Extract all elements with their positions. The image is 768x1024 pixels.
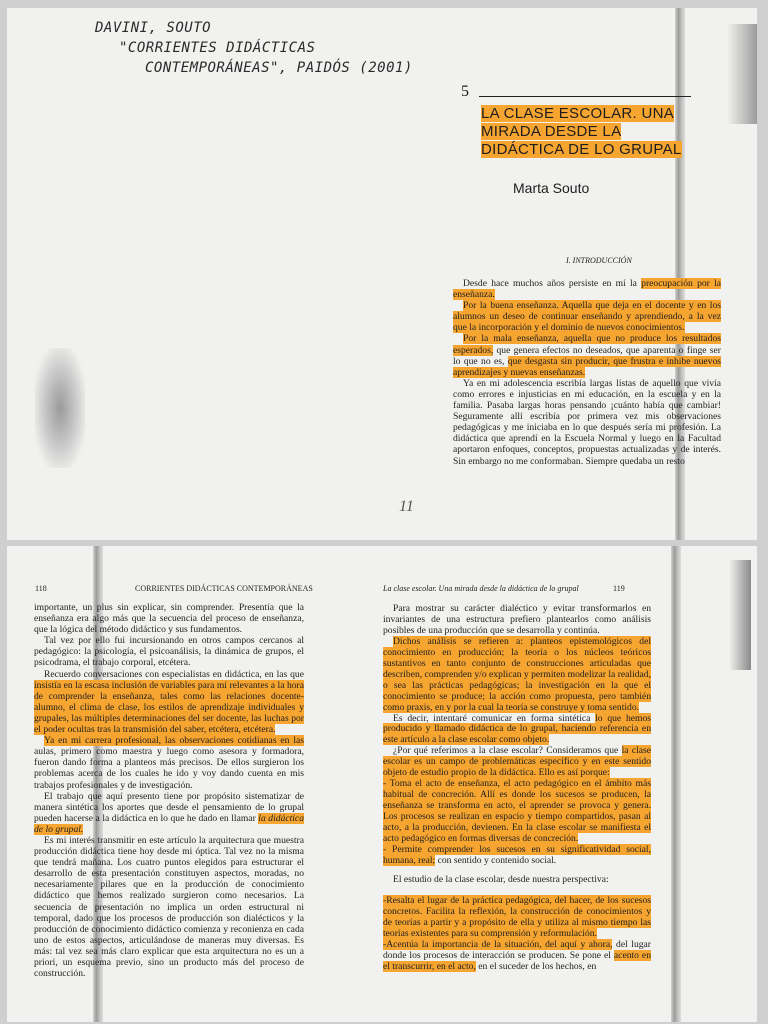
- page-118-column: [34, 602, 304, 979]
- scan-shadow: [35, 348, 85, 468]
- paragraph: Tal vez por ello fui incursionando en otros campos cercanos al pedagógico: la psicología, el psicoanálisis, la dinámica de grupos, el psicodrama, el trabajo corporal, etcétera.: [34, 635, 304, 669]
- highlight: Por la mala enseñanza, aquella que no produce los resultados esperados,: [453, 333, 721, 356]
- running-head-118: CORRIENTES DIDÁCTICAS CONTEMPORÁNEAS: [135, 584, 313, 593]
- paragraph: Por la mala enseñanza, aquella que no produce los resultados esperados, que genera efectos no deseados, que aparenta o finge ser lo que no es, que desgasta sin producir, que frustra e inhibe nuevos aprendizajes y nuevas enseñanzas.: [453, 333, 721, 378]
- highlight: Dichos análisis se refieren a: planteos epistemológicos del conocimiento en producción; la teoría o los núcleos teóricos sustantivos en tanto conjunto de construcciones articuladas que describen, comprenden y/o explican y permiten modelizar la realidad, o sea las prácticas pedagógicas; la investigación en la que el conocimiento se produce; la acción como propuesta, pero también como praxis, en y por la cual la teoría se construye y toma sentido.: [383, 635, 651, 713]
- highlight: -Acentúa la importancia de la situación, del aquí y ahora,: [383, 938, 613, 950]
- handwritten-page-mark: 11: [399, 498, 414, 515]
- highlight: lo que hemos producido y llamado didáctica de lo grupal, haciendo referencia en este artículo a la clase escolar como objeto.: [383, 712, 651, 746]
- paragraph: Desde hace muchos años persiste en mí la preocupación por la enseñanza.: [453, 278, 722, 301]
- highlight: la clase escolar es un campo de problemáticas específico y en este sentido objeto de estudio propio de la didáctica. Ello es así porque:: [383, 745, 651, 779]
- paragraph: Para mostrar su carácter dialéctico y evitar transformarlos en invariantes de una estructura prefiero plantearlos como análisis posibles de una producción que se desarrolla y continúa.: [383, 603, 651, 636]
- page-119-column: [383, 604, 651, 973]
- paragraph: -Acentúa la importancia de la situación, del aquí y ahora, del lugar donde los procesos de interacción se producen. Se pone el acento en el transcurrir, en el acto, en el suceder de los hechos, en: [383, 938, 651, 972]
- intro-column: [453, 278, 721, 467]
- scan-shadow: [729, 560, 751, 670]
- section-heading: I. INTRODUCCIÓN: [566, 256, 632, 265]
- highlight: acento en el transcurrir, en el acto,: [383, 949, 651, 972]
- paragraph: Recuerdo conversaciones con especialistas en didáctica, en las que insistía en la escasa inclusión de variables para mí relevantes a la hora de comprender la enseñanza, tales como las relaciones docente-alumno, el clima de clase, los estilos de aprendizaje individuales y grupales, las múltiples determinaciones del ser docente, las luchas por el poder ocultas tras la transmisión del saber, etcétera, etcétera.: [34, 668, 304, 736]
- author-name: Marta Souto: [513, 180, 590, 196]
- scan-gutter: [671, 546, 681, 1022]
- scan-shadow: [727, 24, 757, 124]
- paragraph: ¿Por qué referimos a la clase escolar? Consideramos que la clase escolar es un campo de problemáticas específico y en este sentido objeto de estudio propio de la didáctica. Ello es así porque:: [383, 745, 651, 779]
- highlight: Ya en mi carrera profesional, las observaciones cotidianas en las: [44, 735, 304, 747]
- chapter-title-line: DIDÁCTICA DE LO GRUPAL: [481, 141, 682, 158]
- paragraph: Es mi interés transmitir en este artículo la arquitectura que muestra producción didáctica tiene hoy desde mi óptica. Tal vez no la misma que tendrá mañana. Los cuatro puntos elegidos para estructurar el desarrollo de esta presentación constituyen aspectos, moradas, no necesariamente pilares que en la producción de conocimiento didáctico que hemos realizado surgieron como necesarios. La secuencia de presentación no implica un orden estructural ni temporal, dado que los procesos de producción son dialécticos y la producción de conocimiento didáctico comienza y reconienza en cada uno de estos aspectos, articulándose de maneras muy diversas. Es más: tal vez sea más claro explicar que esta arquitectura no es un a priori, un esquema previo, sino un producto más del proceso de construcción.: [34, 834, 304, 980]
- paragraph: El trabajo que aquí presento tiene por propósito sistematizar de manera sintética los aportes que desde el pensamiento de lo grupal pueden hacerse a la didáctica en lo que he dado en llamar la didáctica de lo grupal.: [34, 790, 304, 835]
- highlight: que desgasta sin producir, que frustra e inhibe nuevos aprendizajes y nuevas enseñanzas.: [453, 355, 721, 378]
- paragraph: Es decir, intentaré comunicar en forma sintética lo que hemos producido y llamado didáctica de lo grupal, haciendo referencia en este artículo a la clase escolar como objeto.: [383, 712, 651, 746]
- highlight: -Resalta el lugar de la práctica pedagógica, del hacer, de los sucesos concretos. Facilita la reflexión, la construcción de conocimientos y de teorías a partir y a propósito de ella y utiliza al mismo tiempo las teorías existentes para su comprensión y reformulación.: [383, 894, 651, 939]
- page-117: [7, 8, 757, 540]
- paragraph: Ya en mi adolescencia escribía largas listas de aquello que vivía como errores e injusticias en mi educación, en la escuela y en la familia. Pasaba largas horas pensando ¡cuánto había que cambiar! Seguramente allí escribía por primera vez mis observaciones pedagógicas y me iniciaba en lo que después sería mi profesión. La didáctica que aprendí en la Escuela Normal y luego en la Facultad aportaron enfoques, conceptos, propuestas actualizadas y de interés. Sin embargo no me conformaban. Siempre quedaba un resto: [453, 377, 721, 467]
- paragraph: [383, 779, 651, 845]
- highlight: la didáctica de lo grupal.: [34, 812, 304, 835]
- highlight: insistía en la escasa inclusión de variables para mí relevantes a la hora de comprender la enseñanza, tales como las relaciones docente-alumno, el clima de clase, los estilos de aprendizaje individuales y grupales, las múltiples determinaciones del ser docente, las luchas por el poder ocultas tras la transmisión del saber, etcétera, etcétera.: [34, 679, 304, 736]
- handwritten-note-line-2: "CORRIENTES DIDÁCTICAS: [119, 40, 316, 56]
- paragraph: [383, 637, 651, 714]
- chapter-number: 5: [461, 83, 469, 100]
- highlight: - Toma el acto de enseñanza, el acto pedagógico en el ámbito más habitual de concreción. Allí es donde los sucesos se producen, la enseñanza se transforma en acto, el aprender se provoca y genera. Los procesos se realizan en espacio y tiempo compartidos, pasan al acto, a la producción, devienen. En la clase escolar se manifiesta el acto pedagógico en formas diversas de concreción.: [383, 778, 651, 845]
- handwritten-note-line-1: DAVINI, SOUTO: [95, 20, 212, 36]
- running-head-119: La clase escolar. Una mirada desde la didáctica de lo grupal: [383, 584, 579, 593]
- page-number-119: 119: [613, 584, 625, 593]
- paragraph: Ya en mi carrera profesional, las observaciones cotidianas en las aulas, primero como maestra y luego como asesora y formadora, fueron dando forma a planteos más precisos. De ellos surgieron los problemas acerca de los cuales he ido y voy dando cuenta en mis trabajos profesionales y de investigación.: [34, 735, 304, 791]
- chapter-title: [481, 105, 691, 159]
- highlight: Por la buena enseñanza. Aquella que deja en el docente y en los alumnos un deseo de continuar enseñando y aprendiendo, a la vez que la incorporación y el dominio de nuevos conocimientos.: [453, 300, 721, 334]
- paragraph: - Permite comprender los sucesos en su significatividad social, humana, real; con sentido y contenido social.: [383, 843, 651, 866]
- paragraph: El estudio de la clase escolar, desde nuestra perspectiva:: [393, 873, 609, 885]
- chapter-rule: [479, 96, 691, 97]
- paragraph: [453, 300, 721, 333]
- page-number-118: 118: [35, 584, 47, 593]
- highlight: preocupación por la enseñanza.: [453, 278, 722, 301]
- pages-118-119: [7, 546, 757, 1022]
- chapter-title-line: MIRADA DESDE LA: [481, 123, 622, 140]
- paragraph: importante, un plus sin explicar, sin comprender. Presentía que la enseñanza era algo más que la secuencia del proceso de enseñanza, que la lógica del método didáctico y sus fundamentos.: [34, 602, 304, 636]
- chapter-title-line: LA CLASE ESCOLAR. UNA: [481, 105, 675, 122]
- handwritten-note-line-3: CONTEMPORÁNEAS", PAIDÓS (2001): [145, 60, 413, 76]
- highlight: - Permite comprender los sucesos en su significatividad social, humana, real;: [383, 843, 651, 866]
- paragraph: [383, 896, 651, 940]
